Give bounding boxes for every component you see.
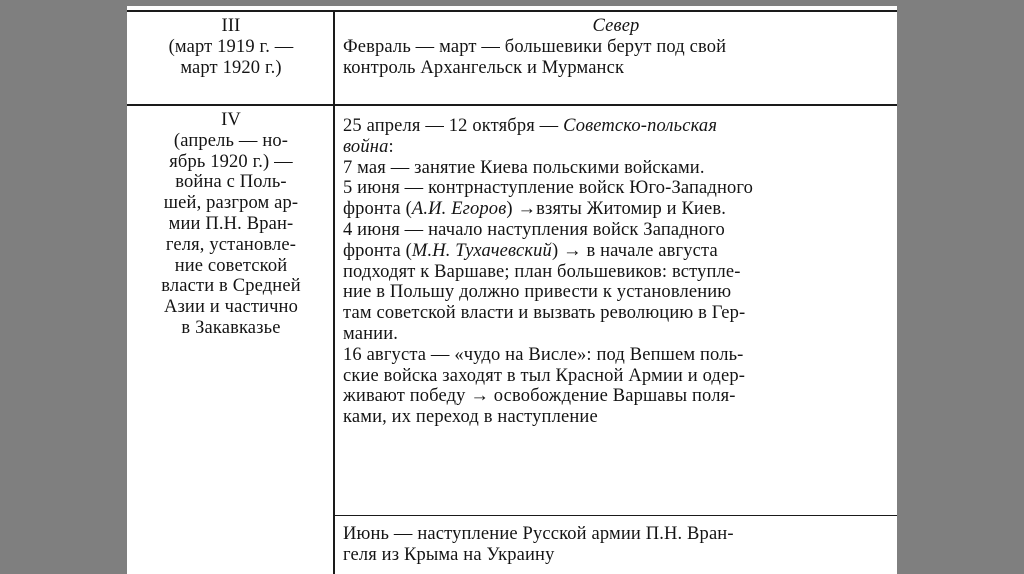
- period-number: IV: [221, 110, 241, 130]
- row-divider-1: [127, 104, 897, 106]
- event-line: 7 мая — занятие Киева польскими войсками.: [343, 157, 705, 178]
- period-dates-line: март 1920 г.): [180, 57, 282, 78]
- event-text: фронта (: [343, 199, 412, 220]
- period-description-line: шей, разгром ар-: [163, 193, 299, 214]
- war-intro-line: [343, 137, 889, 158]
- period-description-line: Азии и частично: [163, 297, 299, 318]
- row-divider-2: [335, 515, 897, 516]
- event-line: ками, их переход в наступление: [343, 407, 598, 428]
- war-intro-line: [343, 116, 889, 137]
- event-line: [343, 199, 889, 220]
- period-dates-line: (март 1919 г. —: [168, 36, 294, 57]
- event-line: 5 июня — контрнаступление войск Юго-Западного: [343, 178, 754, 199]
- period-description-line: геля, установле-: [165, 234, 297, 255]
- event-line: контроль Архангельск и Мурманск: [343, 57, 625, 78]
- war-dates: 25 апреля — 12 октября —: [343, 116, 564, 136]
- event-line: там советской власти и вызвать революцию в Гер-: [343, 303, 746, 324]
- colon: :: [388, 136, 394, 157]
- event-line: [343, 241, 889, 262]
- event-line: ние в Польшу должно привести к установлению: [343, 282, 732, 303]
- table-top-border: [127, 10, 897, 12]
- war-name: Советско-польская: [563, 116, 718, 136]
- event-line: Июнь — наступление Русской армии П.Н. Вран-: [343, 524, 734, 544]
- period-description-line: ябрь 1920 г.) —: [169, 151, 293, 172]
- period-cell-iii: [131, 16, 331, 78]
- period-number: III: [221, 16, 241, 36]
- event-line: мании.: [343, 323, 399, 344]
- column-divider: [333, 10, 335, 574]
- event-text: ) →взяты Житомир и Киев.: [506, 199, 727, 220]
- event-line: живают победу → освобождение Варшавы поля-: [343, 386, 736, 407]
- events-cell-polish-war: [343, 116, 889, 428]
- period-cell-iv: [131, 110, 331, 339]
- war-name-end: война: [343, 136, 389, 157]
- commander-name: М.Н. Тухачевский: [411, 240, 552, 261]
- event-line: подходят к Варшаве; план большевиков: вступле-: [343, 261, 741, 282]
- period-description-line: в Закавказье: [181, 317, 281, 338]
- events-cell-wrangel: [343, 524, 889, 566]
- event-line: 4 июня — начало наступления войск Западного: [343, 219, 725, 240]
- section-heading: Север: [592, 16, 640, 36]
- period-description-line: (апрель — но-: [173, 130, 289, 151]
- document-page: [127, 6, 897, 574]
- period-description-line: власти в Средней: [161, 276, 301, 297]
- period-description-line: мии П.Н. Вран-: [168, 213, 294, 234]
- period-description-line: ние советской: [174, 255, 288, 276]
- event-line: 16 августа — «чудо на Висле»: под Вепшем поль-: [343, 344, 744, 365]
- events-cell-north: [343, 16, 889, 78]
- event-line: геля из Крыма на Украину: [343, 544, 555, 565]
- event-line: Февраль — март — большевики берут под свой: [343, 36, 727, 57]
- commander-name: А.И. Егоров: [411, 199, 507, 220]
- period-description-line: война с Поль-: [175, 172, 287, 193]
- event-line: ские войска заходят в тыл Красной Армии и одер-: [343, 365, 746, 386]
- event-text: фронта (: [343, 240, 412, 261]
- event-text: ) → в начале августа: [551, 240, 718, 261]
